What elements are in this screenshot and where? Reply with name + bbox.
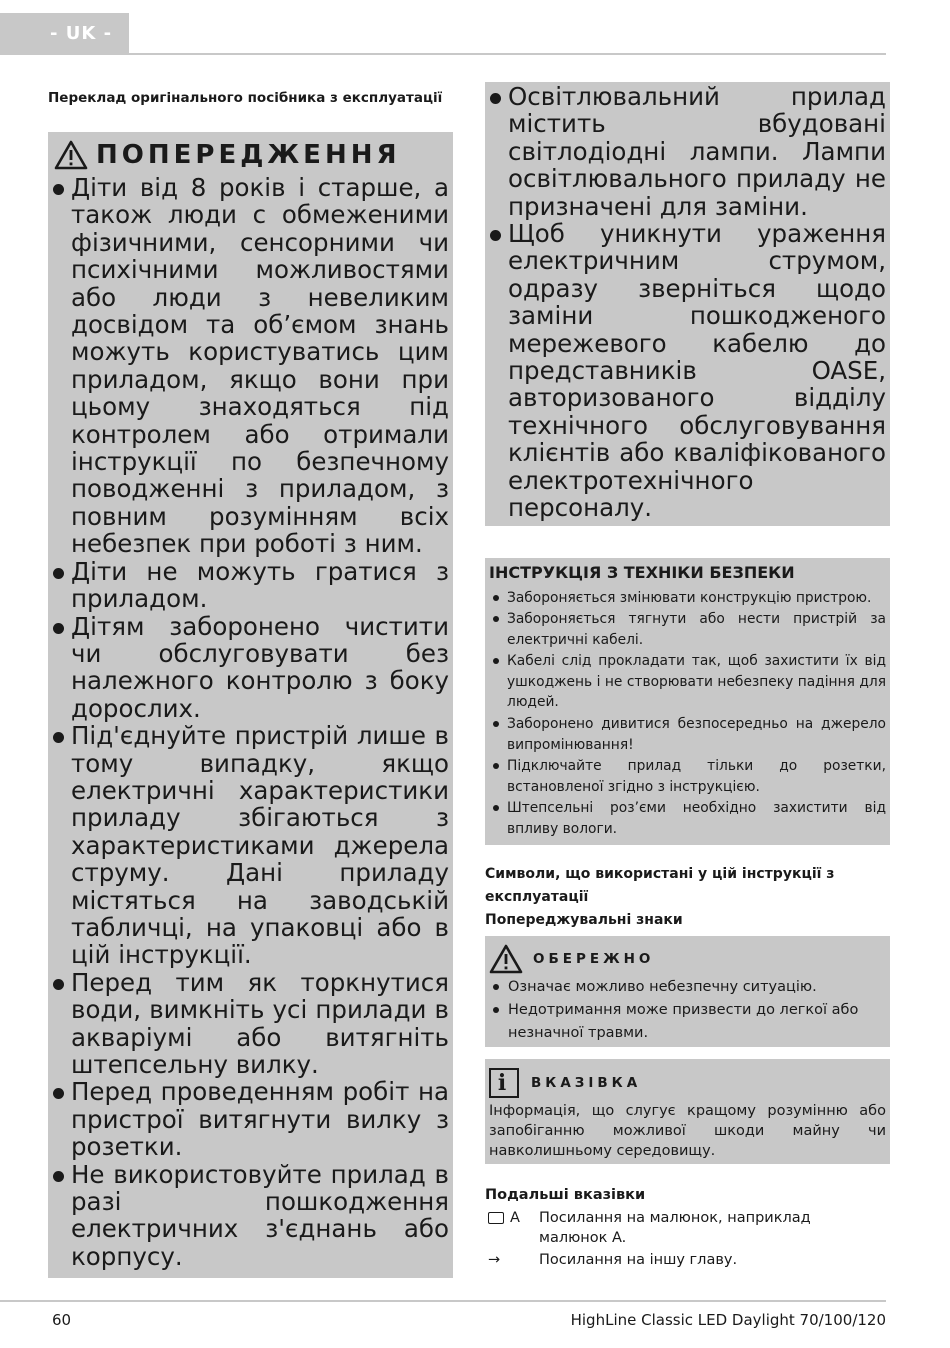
figure-box-icon: [488, 1212, 504, 1224]
right-column: [485, 82, 890, 1270]
further-notes-title: Подальші вказівки: [485, 1186, 646, 1203]
caution-item: Означає можливо небезпечну ситуацію.: [489, 976, 886, 999]
warning-list-continued: [489, 83, 886, 522]
warning-triangle-icon: [489, 944, 523, 974]
note-text: Інформація, що слугує кращому розумінню або запобіганню можливої шкоди майну чи навколишньому середовищу.: [489, 1102, 886, 1159]
warning-item: Не використовуйте прилад в разі пошкодження електричних з'єднань або корпусу.: [52, 1161, 449, 1271]
chapter-reference-row: [485, 1250, 890, 1270]
safety-instructions-box: [485, 558, 890, 845]
safety-item: Підключайте прилад тільки до розетки, встановленої згідно з інструкцією.: [489, 756, 886, 797]
warning-box: [48, 132, 453, 1278]
warning-item: Діти не можуть гратися з приладом.: [52, 558, 449, 613]
caution-item: Недотримання може призвести до легкої або незначної травми.: [489, 999, 886, 1045]
warning-item: Діти від 8 років і старше, а також люди с обмеженими фізичними, сенсорними чи психічними можливостями або люди з невеликим досвідом та об’ємом знань можуть користуватись цим приладом, якщо вони при цьому знаходяться під контролем або отримали інструкції по безпечному поводженні з приладом, з повним розумінням всіх небезпек при роботі з ним.: [52, 174, 449, 558]
warning-title: ПОПЕРЕДЖЕННЯ: [96, 140, 401, 170]
safety-title: ІНСТРУКЦІЯ З ТЕХНІКИ БЕЗПЕКИ: [489, 562, 795, 582]
safety-item: Забороняється тягнути або нести пристрій за електричні кабелі.: [489, 609, 886, 650]
translation-title: Переклад оригінального посібника з експлуатації: [48, 90, 443, 106]
safety-list: [489, 588, 886, 840]
figure-reference-text: Посилання на малюнок, наприклад малюнок A.: [539, 1209, 811, 1246]
warning-item: Під'єднуйте пристрій лише в тому випадку, якщо електричні характеристики приладу збігаються з характеристиками джерела струму. Дані приладу містяться на заводській табличці, на упаковці або в цій інструкції.: [52, 722, 449, 969]
header-rule: [129, 53, 886, 55]
warning-item: Перед проведенням робіт на пристрої витягнути вилку з розетки.: [52, 1078, 449, 1160]
caution-box: [485, 936, 890, 1047]
note-box: [485, 1059, 890, 1164]
footer-rule: [0, 1300, 886, 1302]
warning-item: Щоб уникнути ураження електричним струмом, одразу зверніться щодо заміни пошкодженого мережевого кабелю до представників OASE, авторизованого відділу технічного обслуговування клієнтів або кваліфікованого електротехнічного персоналу.: [489, 220, 886, 521]
note-title: ВКАЗІВКА: [531, 1074, 642, 1091]
symbols-title: Символи, що використані у цій інструкції з експлуатації: [485, 865, 835, 905]
left-column: [48, 90, 453, 1278]
figure-reference-letter: A: [510, 1209, 520, 1226]
chapter-reference-text: Посилання на іншу главу.: [539, 1251, 738, 1268]
language-tab: - UK -: [0, 13, 129, 55]
page-number: 60: [52, 1311, 72, 1329]
caution-list: [489, 976, 886, 1045]
warning-item: Дітям заборонено чистити чи обслуговувати без належного контролю з боку дорослих.: [52, 613, 449, 723]
safety-item: Заборонено дивитися безпосередньо на джерело випромінювання!: [489, 714, 886, 755]
warning-heading: [52, 136, 449, 174]
warning-item: Перед тим як торкнутися води, вимкніть усі прилади в акваріумі або витягніть штепсельну вилку.: [52, 969, 449, 1079]
warning-box-continued: [485, 82, 890, 526]
arrow-right-icon: →: [488, 1251, 501, 1268]
safety-item: Забороняється змінювати конструкцію пристрою.: [489, 588, 886, 609]
caution-heading: [489, 942, 886, 976]
figure-reference-row: [485, 1208, 890, 1248]
figure-reference-symbol: [485, 1208, 539, 1248]
safety-item: Штепсельні роз’єми необхідно захистити від впливу вологи.: [489, 798, 886, 839]
caution-title: ОБЕРЕЖНО: [533, 950, 655, 967]
info-icon: i: [489, 1068, 519, 1098]
note-heading: [489, 1065, 886, 1101]
safety-item: Кабелі слід прокладати так, щоб захистити їх від ушкоджень і не створювати небезпеку падіння для людей.: [489, 651, 886, 713]
warning-item: Освітлювальний прилад містить вбудовані світлодіодні лампи. Лампи освітлювального приладу не призначені для заміни.: [489, 83, 886, 220]
warning-triangle-icon: [54, 140, 88, 170]
product-name: HighLine Classic LED Daylight 70/100/120: [570, 1311, 886, 1329]
warning-list: [52, 174, 449, 1270]
warning-signs-title: Попереджувальні знаки: [485, 911, 683, 928]
